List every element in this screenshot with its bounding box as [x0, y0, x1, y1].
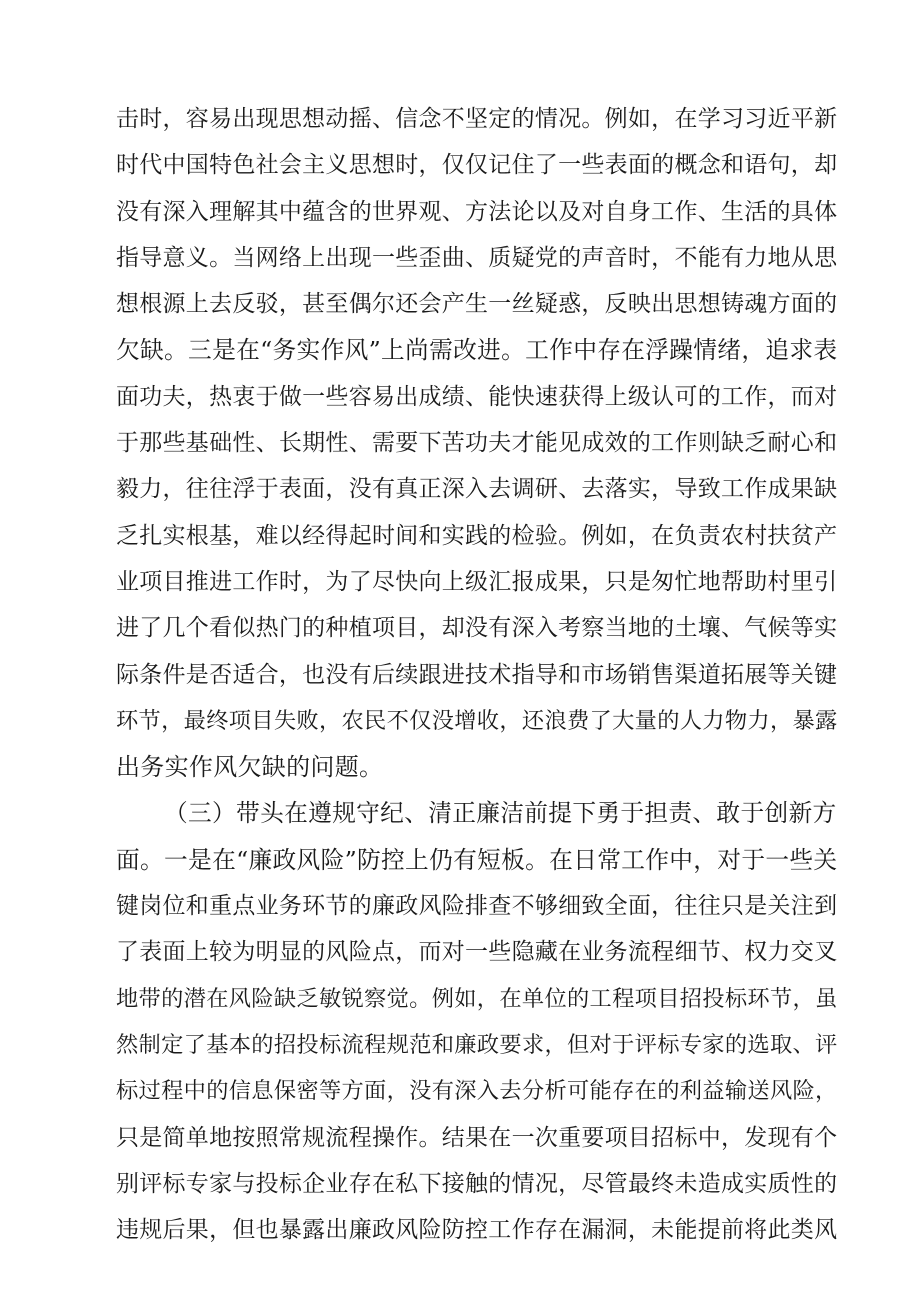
line-text: 环节，最终项目失败，农民不仅没增收，还浪费了大量的人力物力，暴露 [116, 707, 838, 734]
text-line [116, 142, 838, 188]
line-text: 欠缺。三是在“务实作风”上尚需改进。工作中存在浮躁情绪，追求表 [116, 336, 838, 365]
text-line [116, 420, 838, 466]
text-line [116, 652, 838, 698]
line-text: 出务实作风欠缺的问题。 [116, 753, 384, 782]
text-line [116, 466, 838, 512]
text-line [116, 235, 838, 281]
line-text: 毅力，往往浮于表面，没有真正深入去调研、去落实，导致工作成果缺 [116, 476, 838, 503]
line-text: 击时，容易出现思想动摇、信念不坚定的情况。例如，在学习习近平新 [116, 106, 838, 132]
text-line [116, 883, 838, 929]
line-text: 别评标专家与投标企业存在私下接触的情况，尽管最终未造成实质性的 [116, 1170, 838, 1197]
line-text: 只是简单地按照常规流程操作。结果在一次重要项目招标中，发现有个 [116, 1124, 838, 1151]
text-line [116, 327, 838, 373]
text-line [116, 1161, 838, 1207]
line-text: 想根源上去反驳，甚至偶尔还会产生一丝疑惑，反映出思想铸魂方面的 [116, 291, 838, 318]
line-text: （三）带头在遵规守纪、清正廉洁前提下勇于担责、敢于创新方 [164, 799, 837, 828]
line-text: 指导意义。当网络上出现一些歪曲、质疑党的声音时，不能有力地从思 [116, 244, 838, 271]
text-line [116, 837, 838, 883]
text-line [116, 1068, 838, 1114]
line-text: 然制定了基本的招投标流程规范和廉政要求，但对于评标专家的选取、评 [116, 1031, 838, 1058]
text-line [116, 698, 838, 744]
line-text: 于那些基础性、长期性、需要下苦功夫才能见成效的工作则缺乏耐心和 [116, 430, 838, 457]
line-text: 际条件是否适合，也没有后续跟进技术指导和市场销售渠道拓展等关键 [116, 661, 838, 688]
line-text: 进了几个看似热门的种植项目，却没有深入考察当地的土壤、气候等实 [116, 615, 838, 642]
line-text: 乏扎实根基，难以经得起时间和实践的检验。例如，在负责农村扶贫产 [116, 522, 838, 549]
document-body [116, 96, 838, 1253]
line-text: 面功夫，热衷于做一些容易出成绩、能快速获得上级认可的工作，而对 [116, 383, 838, 410]
line-text: 违规后果，但也暴露出廉政风险防控工作存在漏洞，未能提前将此类风 [116, 1217, 838, 1244]
text-line [116, 96, 838, 142]
text-line [116, 605, 838, 651]
text-line [116, 976, 838, 1022]
line-text: 没有深入理解其中蕴含的世界观、方法论以及对自身工作、生活的具体 [116, 198, 838, 225]
text-line [116, 1207, 838, 1253]
text-line [116, 559, 838, 605]
line-text: 面。一是在“廉政风险”防控上仍有短板。在日常工作中，对于一些关 [116, 845, 838, 874]
text-line [116, 281, 838, 327]
text-line [116, 374, 838, 420]
line-text: 时代中国特色社会主义思想时，仅仅记住了一些表面的概念和语句，却 [116, 152, 838, 179]
line-text: 业项目推进工作时，为了尽快向上级汇报成果，只是匆忙地帮助村里引 [116, 568, 838, 595]
text-line [116, 1115, 838, 1161]
line-text: 地带的潜在风险缺乏敏锐察觉。例如，在单位的工程项目招投标环节，虽 [116, 985, 838, 1012]
text-line [116, 929, 838, 975]
line-text: 了表面上较为明显的风险点，而对一些隐藏在业务流程细节、权力交叉 [116, 939, 838, 966]
line-text: 键岗位和重点业务环节的廉政风险排查不够细致全面，往往只是关注到 [116, 893, 838, 920]
text-line [116, 189, 838, 235]
text-line [116, 744, 832, 790]
text-line [116, 1022, 838, 1068]
section-heading-line [116, 790, 837, 836]
text-line [116, 513, 838, 559]
line-text: 标过程中的信息保密等方面，没有深入去分析可能存在的利益输送风险， [116, 1078, 838, 1105]
